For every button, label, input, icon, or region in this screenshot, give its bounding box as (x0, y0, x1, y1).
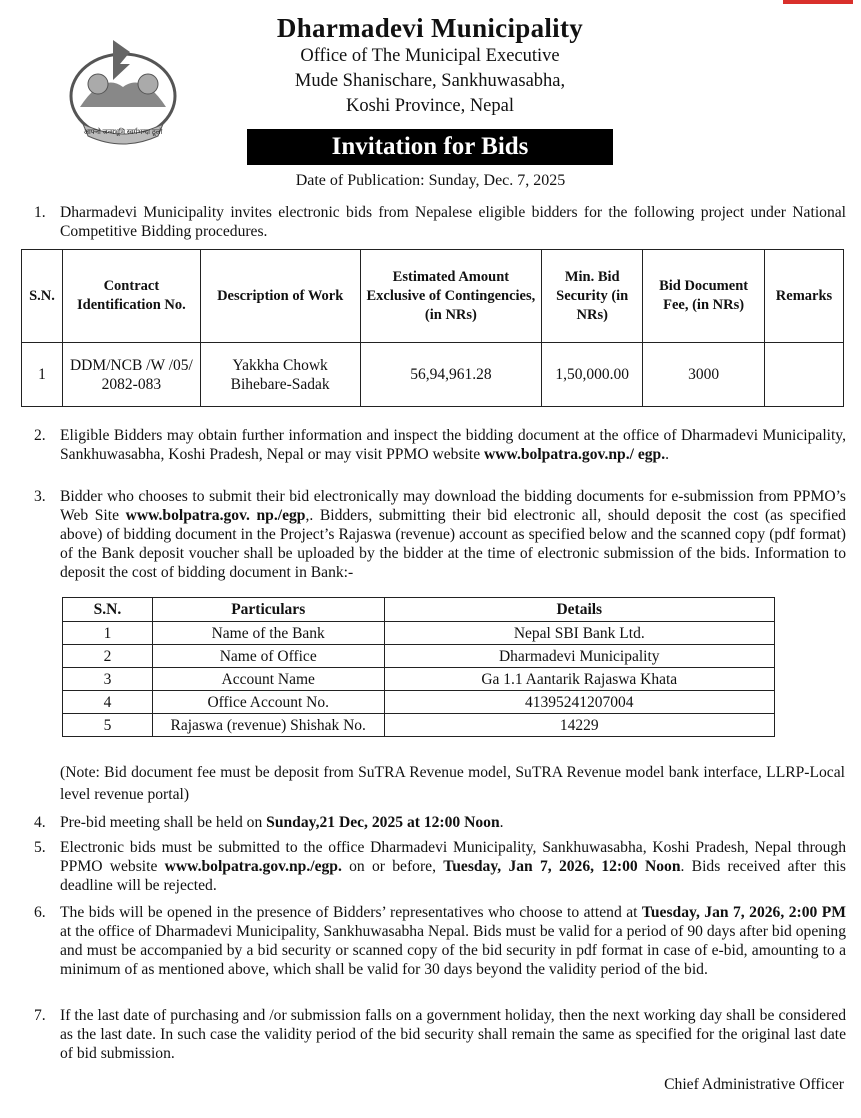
header-line-office: Office of The Municipal Executive (300, 46, 560, 66)
opening-date: Tuesday, Jan 7, 2026, 2:00 PM (641, 904, 846, 921)
table-row: 5 Rajaswa (revenue) Shishak No. 14229 (63, 714, 775, 737)
table-row: 1 Name of the Bank Nepal SBI Bank Ltd. (63, 622, 775, 645)
top-accent-bar (783, 0, 853, 4)
paragraph-number: 4. (34, 814, 46, 831)
table-row: 2 Name of Office Dharmadevi Municipality (63, 645, 775, 668)
header-line-address: Mude Shanischare, Sankhuwasabha, (294, 71, 566, 91)
bank-table (62, 597, 775, 737)
cell-contract-id: DDM/NCB /W /05/ 2082-083 (62, 343, 200, 407)
paragraph-7 (34, 1006, 846, 1063)
paragraph-number: 6. (34, 904, 46, 921)
header-sn: S.N. (22, 250, 63, 343)
paragraph-number: 5. (34, 839, 46, 856)
paragraph-2: 2. Eligible Bidders may obtain further information and inspect the bidding document at the office of Dharmadevi Municipality, Sankhuwasabha, Koshi Pradesh, Nepal or may visit PPMO website www.bolpatra.gov.np./ egp.. (34, 427, 846, 463)
table-row: 4 Office Account No. 41395241207004 (63, 691, 775, 714)
bolpatra-link[interactable]: www.bolpatra.gov. np./egp (125, 507, 306, 524)
paragraph-number: 1. (34, 204, 46, 221)
submission-deadline: Tuesday, Jan 7, 2026, 12:00 Noon (443, 858, 681, 875)
paragraph-number: 2. (34, 427, 46, 444)
fee-note: (Note: Bid document fee must be deposit from SuTRA Revenue model, SuTRA Revenue model bank interface, LLRP-Local level revenue portal) (60, 764, 845, 803)
header-particulars: Particulars (152, 598, 384, 622)
cell-estimated-amount: 56,94,961.28 (360, 343, 542, 407)
header-doc-fee: Bid Document Fee, (in NRs) (643, 250, 765, 343)
table-row (22, 343, 844, 407)
project-table (21, 249, 844, 407)
nepal-emblem-icon (58, 32, 188, 152)
paragraph-1 (34, 203, 846, 241)
cell-doc-fee: 3000 (643, 343, 765, 407)
header-description: Description of Work (200, 250, 360, 343)
header-bid-security: Min. Bid Security (in NRs) (542, 250, 643, 343)
paragraph-3: 3. Bidder who chooses to submit their bid electronically may download the bidding documents for e-submission from PPMO’s Web Site www.bolpatra.gov. np./egp,. Bidders, submitting their bid electronic all, should deposit the cost (as specified above) of bidding document in the Project’s Rajaswa (revenue) account as specified below and the scanned copy (pdf format) of the Bank deposit voucher shall be uploaded by the bidder at the time of electronic submission of the bids. Information to deposit the cost of bidding document in Bank:- (34, 488, 846, 581)
paragraph-text: Dharmadevi Municipality invites electronic bids from Nepalese eligible bidders for the following project under National Competitive Bidding procedures. (60, 204, 846, 240)
emblem-motto: आफ्नो जन्मभूमि स्वर्गभन्दा ठूलो (83, 128, 163, 136)
paragraph-5: 5. Electronic bids must be submitted to the office Dharmadevi Municipality, Sankhuwasabha, Koshi Pradesh, Nepal through PPMO website www.bolpatra.gov.np./egp. on or before, Tuesday, Jan 7, 2026, 12:00 Noon. Bids received after this deadline will be rejected. (34, 839, 846, 894)
page-title: Dharmadevi Municipality (276, 13, 584, 43)
table-header-row (22, 250, 844, 343)
signatory-title: Chief Administrative Officer (664, 1076, 844, 1093)
cell-description: Yakkha Chowk Bihebare-Sadak (200, 343, 360, 407)
paragraph-4: 4. Pre-bid meeting shall be held on Sunday,21 Dec, 2025 at 12:00 Noon. (34, 814, 504, 831)
header-remarks: Remarks (765, 250, 844, 343)
header-estimated-amount: Estimated Amount Exclusive of Contingencies, (in NRs) (360, 250, 542, 343)
bolpatra-link[interactable]: www.bolpatra.gov.np./ egp. (484, 446, 666, 463)
header-line-province: Koshi Province, Nepal (345, 96, 514, 116)
header-details: Details (384, 598, 774, 622)
invitation-banner: Invitation for Bids (247, 129, 613, 165)
header-contract-id: Contract Identification No. (62, 250, 200, 343)
header-sn: S.N. (63, 598, 153, 622)
cell-remarks (765, 343, 844, 407)
paragraph-number: 3. (34, 488, 46, 505)
table-header-row (63, 598, 775, 622)
publication-date: Date of Publication: Sunday, Dec. 7, 2025 (295, 172, 566, 189)
prebid-date: Sunday,21 Dec, 2025 at 12:00 Noon (266, 814, 500, 831)
header (200, 12, 660, 119)
paragraph-text: If the last date of purchasing and /or submission falls on a government holiday, then the next working day shall be considered as the last date. In such case the validity period of the bid security shall remain the same as specified for the original last date of bid submission. (60, 1007, 846, 1062)
cell-sn: 1 (22, 343, 63, 407)
paragraph-number: 7. (34, 1007, 46, 1024)
bolpatra-link[interactable]: www.bolpatra.gov.np./egp. (164, 858, 342, 875)
table-row: 3 Account Name Ga 1.1 Aantarik Rajaswa Khata (63, 668, 775, 691)
cell-bid-security: 1,50,000.00 (542, 343, 643, 407)
paragraph-6: 6. The bids will be opened in the presence of Bidders’ representatives who choose to attend at Tuesday, Jan 7, 2026, 2:00 PM at the office of Dharmadevi Municipality, Sankhuwasabha Nepal. Bids must be valid for a period of 90 days after bid opening and must be accompanied by a bid security or scanned copy of the bid security in pdf format in case of e-bid, amounting to a minimum of as mentioned above, which shall be valid for 30 days beyond the validity period of the bid. (34, 904, 846, 978)
